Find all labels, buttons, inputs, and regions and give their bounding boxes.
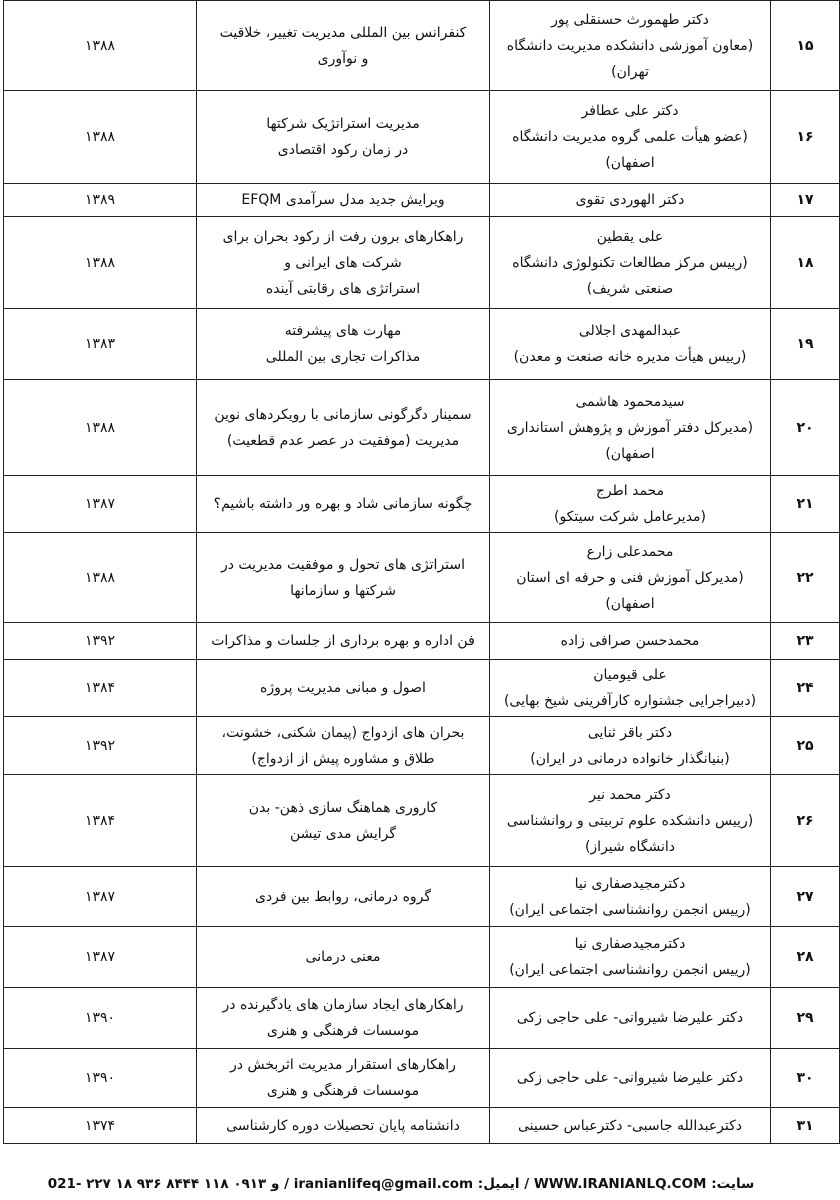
speaker-line: اصفهان): [605, 155, 655, 171]
topic-cell: [197, 717, 490, 775]
table-row: [4, 775, 840, 867]
topic-cell: [197, 623, 490, 660]
topic-cell: [197, 91, 490, 184]
table-row: [4, 217, 840, 309]
topic-line: فن اداره و بهره برداری از جلسات و مذاکرات: [211, 633, 475, 649]
speaker-cell: [490, 184, 771, 217]
speaker-line: (رییس هیأت مدیره خانه صنعت و معدن): [513, 349, 747, 365]
row-number: ۲۳: [771, 623, 840, 660]
topic-line: گروه درمانی، روابط بین فردی: [254, 888, 432, 905]
row-number: ۳۰: [771, 1049, 840, 1108]
speaker-line: علی یقطین: [596, 228, 664, 245]
row-number: ۲۷: [771, 867, 840, 927]
year-cell: ۱۳۹۲: [4, 623, 197, 660]
topic-line: مدیریت (موفقیت در عصر عدم قطعیت): [226, 432, 460, 449]
topic-line: ویرایش جدید مدل سرآمدی EFQM: [241, 192, 445, 208]
year-cell: ۱۳۸۸: [4, 1, 197, 91]
speaker-line: دکتر الهوردی تقوی: [575, 192, 685, 208]
topic-line: معنی درمانی: [305, 949, 381, 965]
year-cell: ۱۳۹۲: [4, 717, 197, 775]
speaker-line: دکتر علی عطافر: [581, 103, 679, 119]
speaker-cell: [490, 717, 771, 775]
table-row: [4, 380, 840, 476]
table-row: [4, 717, 840, 775]
row-number: ۲۲: [771, 533, 840, 623]
year-cell: ۱۳۷۴: [4, 1108, 197, 1144]
topic-cell: [197, 1108, 490, 1144]
speaker-line: دکترمجیدصفاری نیا: [574, 936, 686, 952]
topic-line: راهکارهای استقرار مدیریت اثربخش در: [230, 1057, 456, 1073]
topic-line: شرکتها و سازمانها: [290, 582, 396, 599]
speaker-line: دکترعبدالله جاسبی- دکترعباس حسینی: [517, 1117, 743, 1134]
table-row: [4, 867, 840, 927]
table-row: [4, 476, 840, 533]
row-number: ۱۵: [771, 1, 840, 91]
topic-cell: [197, 380, 490, 476]
topic-line: گرایش مدی تیشن: [290, 825, 396, 842]
speaker-line: سیدمحمود هاشمی: [575, 393, 685, 410]
speaker-line: (مدیرعامل شرکت سیتکو): [553, 509, 707, 525]
topic-cell: [197, 309, 490, 380]
topic-line: کنفرانس بین المللی مدیریت تغییر، خلاقیت: [219, 24, 467, 41]
year-cell: ۱۳۸۸: [4, 217, 197, 309]
topic-line: راهکارهای ایجاد سازمان های یادگیرنده در: [222, 997, 464, 1013]
topic-line: در زمان رکود اقتصادی: [277, 142, 409, 158]
table-row: [4, 660, 840, 717]
topic-line: دانشنامه پایان تحصیلات دوره کارشناسی: [226, 1117, 460, 1134]
table-row: [4, 623, 840, 660]
year-cell: ۱۳۹۰: [4, 988, 197, 1049]
row-number: ۲۵: [771, 717, 840, 775]
row-number: ۱۷: [771, 184, 840, 217]
row-number: ۳۱: [771, 1108, 840, 1144]
speaker-line: صنعتی شریف): [586, 280, 674, 297]
speaker-line: (بنیانگذار خانواده درمانی در ایران): [530, 750, 730, 767]
speaker-line: (رییس انجمن روانشناسی اجتماعی ایران): [509, 901, 751, 918]
table-body: [4, 1, 840, 1144]
row-number: ۱۸: [771, 217, 840, 309]
speaker-line: (رییس دانشکده علوم تربیتی و روانشناسی: [506, 812, 754, 829]
speaker-line: عبدالمهدی اجلالی: [578, 323, 682, 339]
speaker-cell: [490, 1108, 771, 1144]
topic-cell: [197, 660, 490, 717]
topic-line: مدیریت استراتژیک شرکتها: [266, 116, 420, 132]
topic-line: طلاق و مشاوره پیش از ازدواج): [251, 750, 435, 767]
topic-line: موسسات فرهنگی و هنری: [266, 1083, 420, 1099]
row-number: ۲۹: [771, 988, 840, 1049]
speaker-line: (معاون آموزشی دانشکده مدیریت دانشگاه: [506, 37, 754, 54]
table-row: [4, 1, 840, 91]
topic-line: سمینار دگرگونی سازمانی با رویکردهای نوین: [214, 406, 472, 423]
topic-line: شرکت های ایرانی و: [284, 254, 402, 271]
year-cell: ۱۳۹۰: [4, 1049, 197, 1108]
speaker-line: (دبیراجرایی جشنواره کارآفرینی شیخ بهایی): [503, 693, 757, 709]
table-row: [4, 988, 840, 1049]
row-number: ۲۰: [771, 380, 840, 476]
speaker-line: (مدیرکل آموزش فنی و حرفه ای استان: [516, 569, 744, 586]
seminar-table: [3, 0, 840, 1144]
speaker-cell: [490, 91, 771, 184]
topic-line: راهکارهای برون رفت از رکود بحران برای: [222, 228, 464, 245]
speaker-cell: [490, 867, 771, 927]
year-cell: ۱۳۸۸: [4, 533, 197, 623]
topic-cell: [197, 217, 490, 309]
speaker-line: محمد اطرج: [595, 483, 665, 499]
contact-footer: 021- ۲۲۷ ۱۸ ۹۳۶ و ۰۹۱۳ ۱۱۸ ۸۴۴۴ / iranianlifeq@gmail.com :ایمیل / WWW.IRANIANLQ.COM :سایت: [47, 1176, 755, 1192]
speaker-line: دکتر طهمورث حسنقلی پور: [551, 11, 709, 28]
topic-cell: [197, 1, 490, 91]
speaker-line: محمدحسن صرافی زاده: [560, 633, 700, 649]
speaker-cell: [490, 927, 771, 988]
row-number: ۲۴: [771, 660, 840, 717]
speaker-cell: [490, 309, 771, 380]
row-number: ۱۹: [771, 309, 840, 380]
year-cell: ۱۳۸۸: [4, 380, 197, 476]
speaker-cell: [490, 1, 771, 91]
speaker-line: علی قیومیان: [593, 667, 667, 683]
topic-line: موسسات فرهنگی و هنری: [266, 1023, 420, 1039]
topic-cell: [197, 533, 490, 623]
row-number: ۲۱: [771, 476, 840, 533]
year-cell: ۱۳۸۸: [4, 91, 197, 184]
topic-cell: [197, 1049, 490, 1108]
year-cell: ۱۳۸۷: [4, 476, 197, 533]
speaker-line: اصفهان): [605, 595, 655, 612]
speaker-line: (رییس مرکز مطالعات تکنولوژی دانشگاه: [512, 254, 748, 271]
speaker-cell: [490, 775, 771, 867]
table-row: [4, 1108, 840, 1144]
table-row: [4, 927, 840, 988]
year-cell: ۱۳۸۳: [4, 309, 197, 380]
speaker-cell: [490, 217, 771, 309]
table-row: [4, 184, 840, 217]
speaker-cell: [490, 533, 771, 623]
speaker-line: تهران): [611, 63, 649, 80]
topic-line: بحران های ازدواج (پیمان شکنی، خشونت،: [221, 724, 465, 741]
topic-cell: [197, 867, 490, 927]
table-row: [4, 91, 840, 184]
topic-cell: [197, 927, 490, 988]
year-cell: ۱۳۸۹: [4, 184, 197, 217]
topic-line: چگونه سازمانی شاد و بهره ور داشته باشیم؟: [213, 496, 473, 512]
year-cell: ۱۳۸۷: [4, 867, 197, 927]
topic-cell: [197, 988, 490, 1049]
table-row: [4, 533, 840, 623]
speaker-cell: [490, 380, 771, 476]
speaker-line: دکتر علیرضا شیروانی- علی حاجی زکی: [516, 1010, 744, 1026]
row-number: ۲۸: [771, 927, 840, 988]
table-row: [4, 1049, 840, 1108]
year-cell: ۱۳۸۷: [4, 927, 197, 988]
speaker-cell: [490, 988, 771, 1049]
speaker-line: دکتر علیرضا شیروانی- علی حاجی زکی: [516, 1070, 744, 1086]
speaker-cell: [490, 1049, 771, 1108]
speaker-line: دکترمجیدصفاری نیا: [574, 875, 686, 892]
speaker-line: دانشگاه شیراز): [584, 838, 676, 855]
year-cell: ۱۳۸۴: [4, 660, 197, 717]
speaker-cell: [490, 660, 771, 717]
speaker-line: دکتر محمد نیر: [589, 786, 671, 803]
speaker-line: دکتر باقر ثنایی: [587, 724, 673, 741]
speaker-line: (رییس انجمن روانشناسی اجتماعی ایران): [509, 962, 751, 978]
table-row: [4, 309, 840, 380]
topic-line: و نوآوری: [317, 50, 369, 67]
topic-line: استراتژی های تحول و موفقیت مدیریت در: [220, 556, 466, 573]
speaker-line: محمدعلی زارع: [586, 543, 674, 560]
speaker-line: اصفهان): [605, 445, 655, 462]
topic-line: کاروری هماهنگ سازی ذهن- بدن: [248, 799, 438, 816]
speaker-cell: [490, 476, 771, 533]
topic-cell: [197, 184, 490, 217]
speaker-cell: [490, 623, 771, 660]
topic-line: اصول و مبانی مدیریت پروژه: [260, 680, 426, 696]
topic-line: مذاکرات تجاری بین المللی: [265, 349, 421, 365]
speaker-line: (مدیرکل دفتر آموزش و پژوهش استانداری: [506, 419, 754, 436]
row-number: ۱۶: [771, 91, 840, 184]
topic-line: مهارت های پیشرفته: [284, 323, 402, 339]
topic-cell: [197, 476, 490, 533]
year-cell: ۱۳۸۴: [4, 775, 197, 867]
topic-line: استراتژی های رقابتی آینده: [265, 280, 421, 297]
speaker-line: (عضو هیأت علمی گروه مدیریت دانشگاه: [512, 129, 748, 145]
row-number: ۲۶: [771, 775, 840, 867]
topic-cell: [197, 775, 490, 867]
